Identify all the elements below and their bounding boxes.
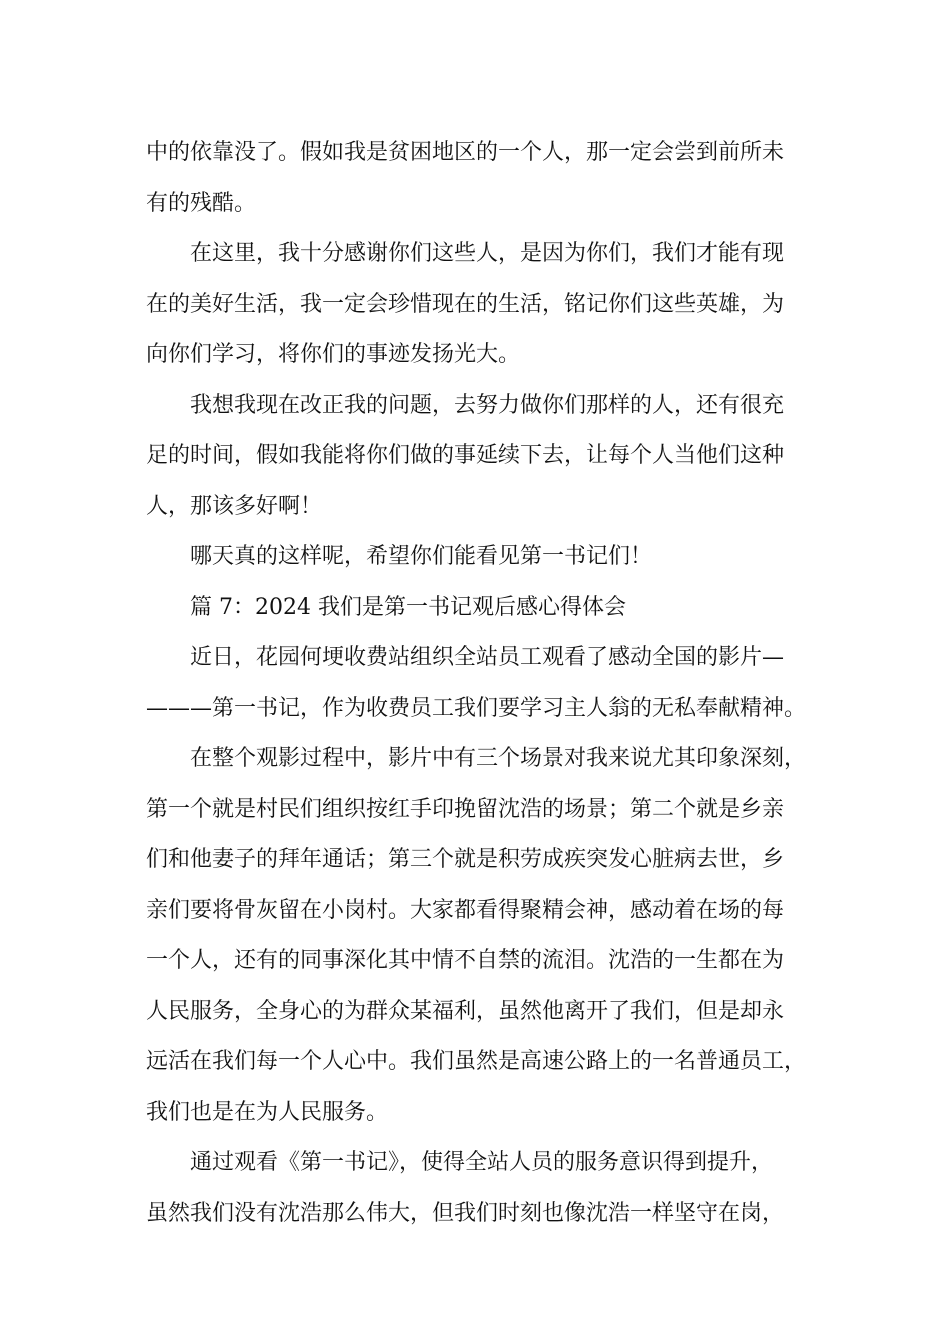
text-line: ———第一书记，作为收费员工我们要学习主人翁的无私奉献精神。 [146,695,807,721]
text-line: 一个人，还有的同事深化其中情不自禁的流泪。沈浩的一生都在为 [146,948,785,973]
text-line: 有的残酷。 [146,190,257,216]
text-line: 远活在我们每一个人心中。我们虽然是高速公路上的一名普通员工， [146,1049,807,1074]
text-line: 虽然我们没有沈浩那么伟大，但我们时刻也像沈浩一样坚守在岗， [146,1200,785,1226]
text-line: 第一个就是村民们组织按红手印挽留沈浩的场景；第二个就是乡亲 [146,796,785,822]
text-line: 在的美好生活，我一定会珍惜现在的生活，铭记你们这些英雄，为 [146,291,785,317]
document-body [146,128,816,1239]
text-line: 人，那该多好啊！ [146,493,323,519]
text-line: 中的依靠没了。假如我是贫困地区的一个人，那一定会尝到前所未 [146,140,785,165]
text-line: 们和他妻子的拜年通话；第三个就是积劳成疾突发心脏病去世，乡 [146,847,785,872]
text-line: 近日，花园何埂收费站组织全站员工观看了感动全国的影片— [190,645,785,670]
section-heading: 篇 7：2024 我们是第一书记观后感心得体会 [190,594,626,620]
text-line: 在整个观影过程中，影片中有三个场景对我来说尤其印象深刻， [190,746,807,771]
text-line: 哪天真的这样呢，希望你们能看见第一书记们！ [190,544,653,569]
text-line: 在这里，我十分感谢你们这些人，是因为你们，我们才能有现 [190,241,785,266]
text-line: 足的时间，假如我能将你们做的事延续下去，让每个人当他们这种 [146,443,785,468]
text-line: 人民服务，全身心的为群众某福利，虽然他离开了我们，但是却永 [146,998,785,1024]
text-line: 我想我现在改正我的问题，去努力做你们那样的人，还有很充 [190,392,785,418]
text-line: 通过观看《第一书记》，使得全站人员的服务意识得到提升， [190,1150,774,1175]
text-line: 我们也是在为人民服务。 [146,1099,389,1125]
text-line: 向你们学习，将你们的事迹发扬光大。 [146,342,521,367]
text-line: 亲们要将骨灰留在小岗村。大家都看得聚精会神，感动着在场的每 [146,897,785,923]
